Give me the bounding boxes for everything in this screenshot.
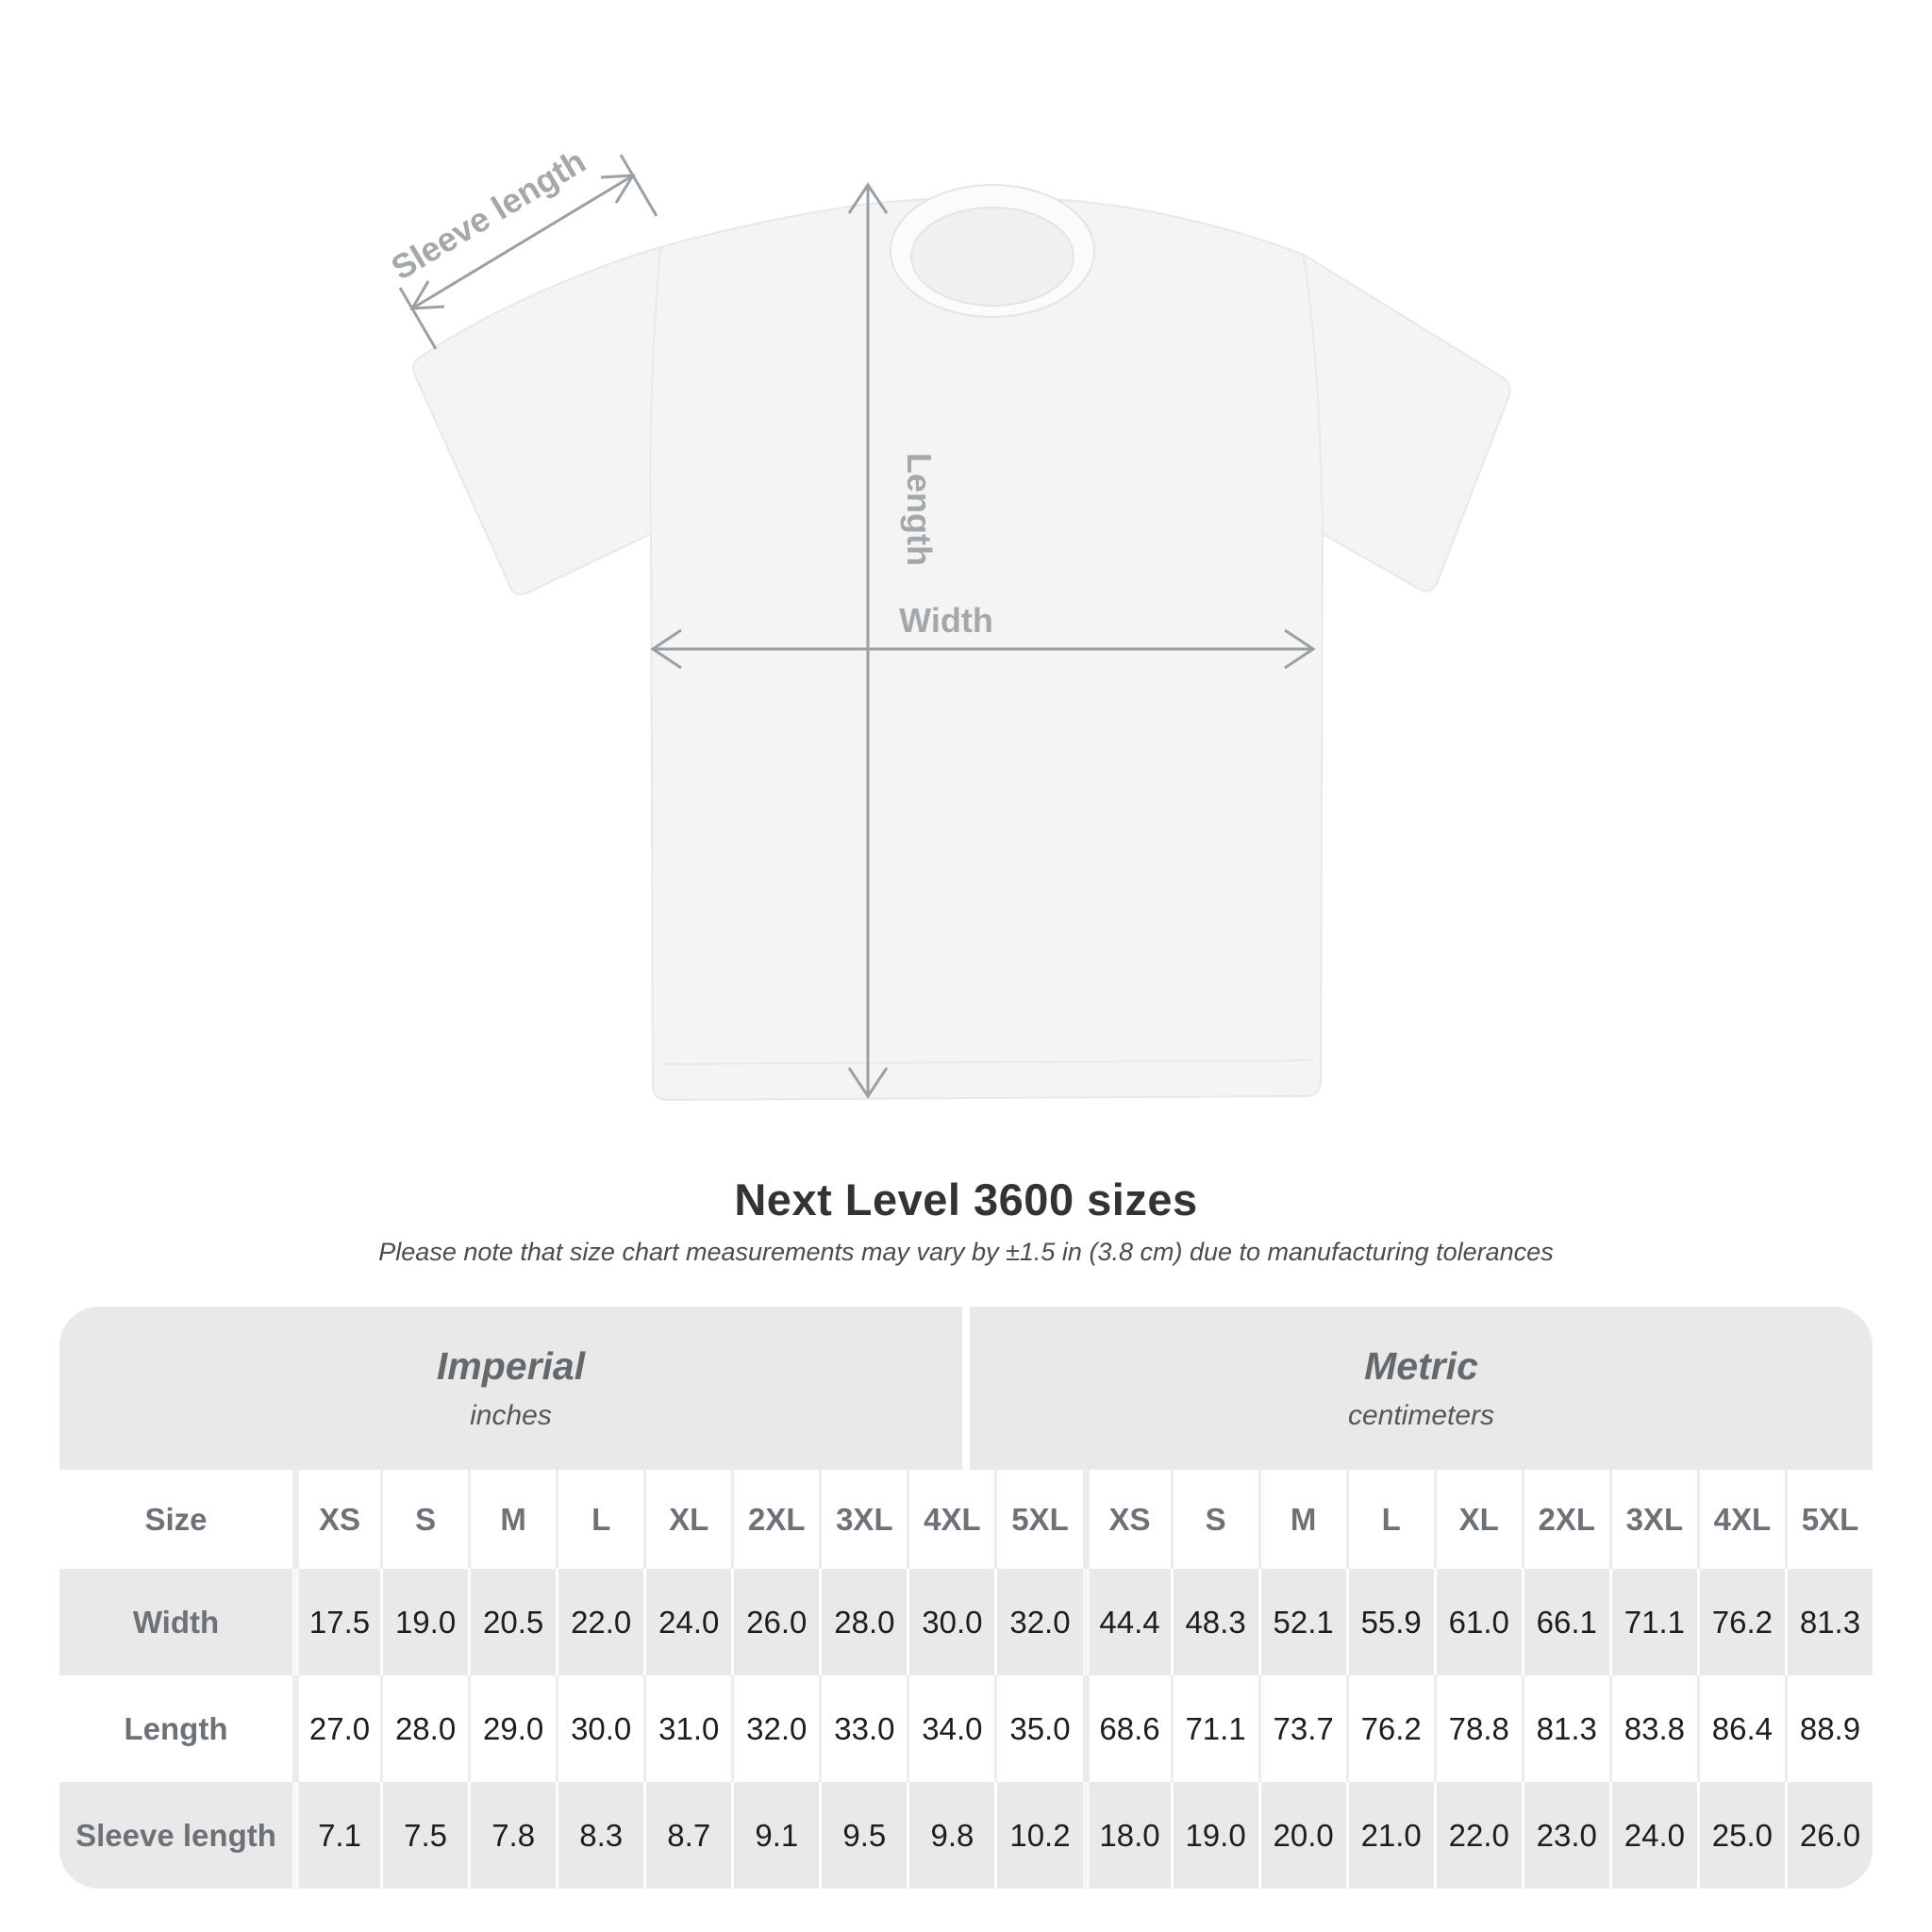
value-cell: 20.5 [468, 1569, 556, 1675]
value-cell: 7.8 [468, 1782, 556, 1889]
value-cell: 21.0 [1346, 1782, 1434, 1889]
value-cell: 28.0 [380, 1675, 468, 1782]
size-header-row [59, 1470, 1873, 1569]
value-cell: L [556, 1470, 643, 1569]
value-cell: 34.0 [907, 1675, 994, 1782]
value-cell: 66.1 [1522, 1569, 1609, 1675]
size-table [59, 1307, 1873, 1889]
value-cell: 5XL [1785, 1470, 1873, 1569]
value-cell: 31.0 [643, 1675, 731, 1782]
metric-band-title: Metric [1364, 1344, 1478, 1388]
value-cell: L [1346, 1470, 1434, 1569]
metric-band [970, 1307, 1873, 1470]
value-cell: 3XL [819, 1470, 907, 1569]
row-label: Sleeve length [75, 1817, 276, 1853]
value-cell: 19.0 [380, 1569, 468, 1675]
value-cell: M [468, 1470, 556, 1569]
value-cell: 78.8 [1434, 1675, 1522, 1782]
value-cell: 73.7 [1258, 1675, 1346, 1782]
value-cell: 8.7 [643, 1782, 731, 1889]
sleeve-length-label: Sleeve length [384, 141, 592, 288]
value-cell: 61.0 [1434, 1569, 1522, 1675]
value-cell: XL [1434, 1470, 1522, 1569]
value-cell: 35.0 [994, 1675, 1082, 1782]
value-cell: 81.3 [1785, 1569, 1873, 1675]
imperial-band-unit: inches [470, 1400, 552, 1431]
value-cell: 10.2 [994, 1782, 1082, 1889]
value-cell: 32.0 [731, 1675, 819, 1782]
metric-band-unit: centimeters [1347, 1400, 1495, 1431]
value-cell: 9.8 [907, 1782, 994, 1889]
value-cell: 52.1 [1258, 1569, 1346, 1675]
value-cell: 7.5 [380, 1782, 468, 1889]
value-cell: 24.0 [643, 1569, 731, 1675]
value-cell: XS [1083, 1470, 1171, 1569]
row-label: Size [144, 1501, 208, 1537]
value-cell: 28.0 [819, 1569, 907, 1675]
measurement-row [59, 1675, 1873, 1782]
value-cell: 9.1 [731, 1782, 819, 1889]
value-cell: 32.0 [994, 1569, 1082, 1675]
value-cell: 44.4 [1083, 1569, 1171, 1675]
value-cell: 22.0 [1434, 1782, 1522, 1889]
value-cell: 3XL [1609, 1470, 1697, 1569]
value-cell: XS [292, 1470, 380, 1569]
row-label: Width [132, 1604, 220, 1640]
value-cell: 24.0 [1609, 1782, 1697, 1889]
unit-band-row [59, 1307, 1873, 1470]
value-cell: 68.6 [1083, 1675, 1171, 1782]
value-cell: 26.0 [1785, 1782, 1873, 1889]
value-cell: 30.0 [556, 1675, 643, 1782]
value-cell: M [1258, 1470, 1346, 1569]
value-cell: 2XL [731, 1470, 819, 1569]
value-cell: 29.0 [468, 1675, 556, 1782]
value-cell: XL [643, 1470, 731, 1569]
value-cell: 76.2 [1697, 1569, 1785, 1675]
width-label: Width [899, 601, 993, 640]
collar-inner [911, 208, 1074, 306]
value-cell: 71.1 [1609, 1569, 1697, 1675]
row-label: Length [124, 1710, 228, 1746]
value-cell: 88.9 [1785, 1675, 1873, 1782]
measurement-row [59, 1569, 1873, 1675]
value-cell: 71.1 [1171, 1675, 1258, 1782]
value-cell: 22.0 [556, 1569, 643, 1675]
value-cell: 26.0 [731, 1569, 819, 1675]
value-cell: 30.0 [907, 1569, 994, 1675]
value-cell: 86.4 [1697, 1675, 1785, 1782]
value-cell: 76.2 [1346, 1675, 1434, 1782]
value-cell: S [1171, 1470, 1258, 1569]
value-cell: 4XL [1697, 1470, 1785, 1569]
value-cell: 20.0 [1258, 1782, 1346, 1889]
value-cell: 7.1 [292, 1782, 380, 1889]
value-cell: 19.0 [1171, 1782, 1258, 1889]
measurement-row [59, 1782, 1873, 1889]
value-cell: 25.0 [1697, 1782, 1785, 1889]
value-cell: 5XL [994, 1470, 1082, 1569]
value-cell: 23.0 [1522, 1782, 1609, 1889]
length-label: Length [900, 453, 939, 566]
value-cell: 27.0 [292, 1675, 380, 1782]
value-cell: S [380, 1470, 468, 1569]
imperial-band [59, 1307, 962, 1470]
value-cell: 9.5 [819, 1782, 907, 1889]
value-cell: 2XL [1522, 1470, 1609, 1569]
value-cell: 33.0 [819, 1675, 907, 1782]
size-table-grid [59, 1470, 1873, 1889]
page-subtitle: Please note that size chart measurements may vary by ±1.5 in (3.8 cm) due to manufacturing tolerances [378, 1238, 1554, 1266]
value-cell: 17.5 [292, 1569, 380, 1675]
value-cell: 8.3 [556, 1782, 643, 1889]
value-cell: 4XL [907, 1470, 994, 1569]
value-cell: 83.8 [1609, 1675, 1697, 1782]
imperial-band-title: Imperial [436, 1344, 586, 1388]
value-cell: 48.3 [1171, 1569, 1258, 1675]
page-title: Next Level 3600 sizes [734, 1174, 1198, 1224]
value-cell: 55.9 [1346, 1569, 1434, 1675]
value-cell: 81.3 [1522, 1675, 1609, 1782]
value-cell: 18.0 [1083, 1782, 1171, 1889]
